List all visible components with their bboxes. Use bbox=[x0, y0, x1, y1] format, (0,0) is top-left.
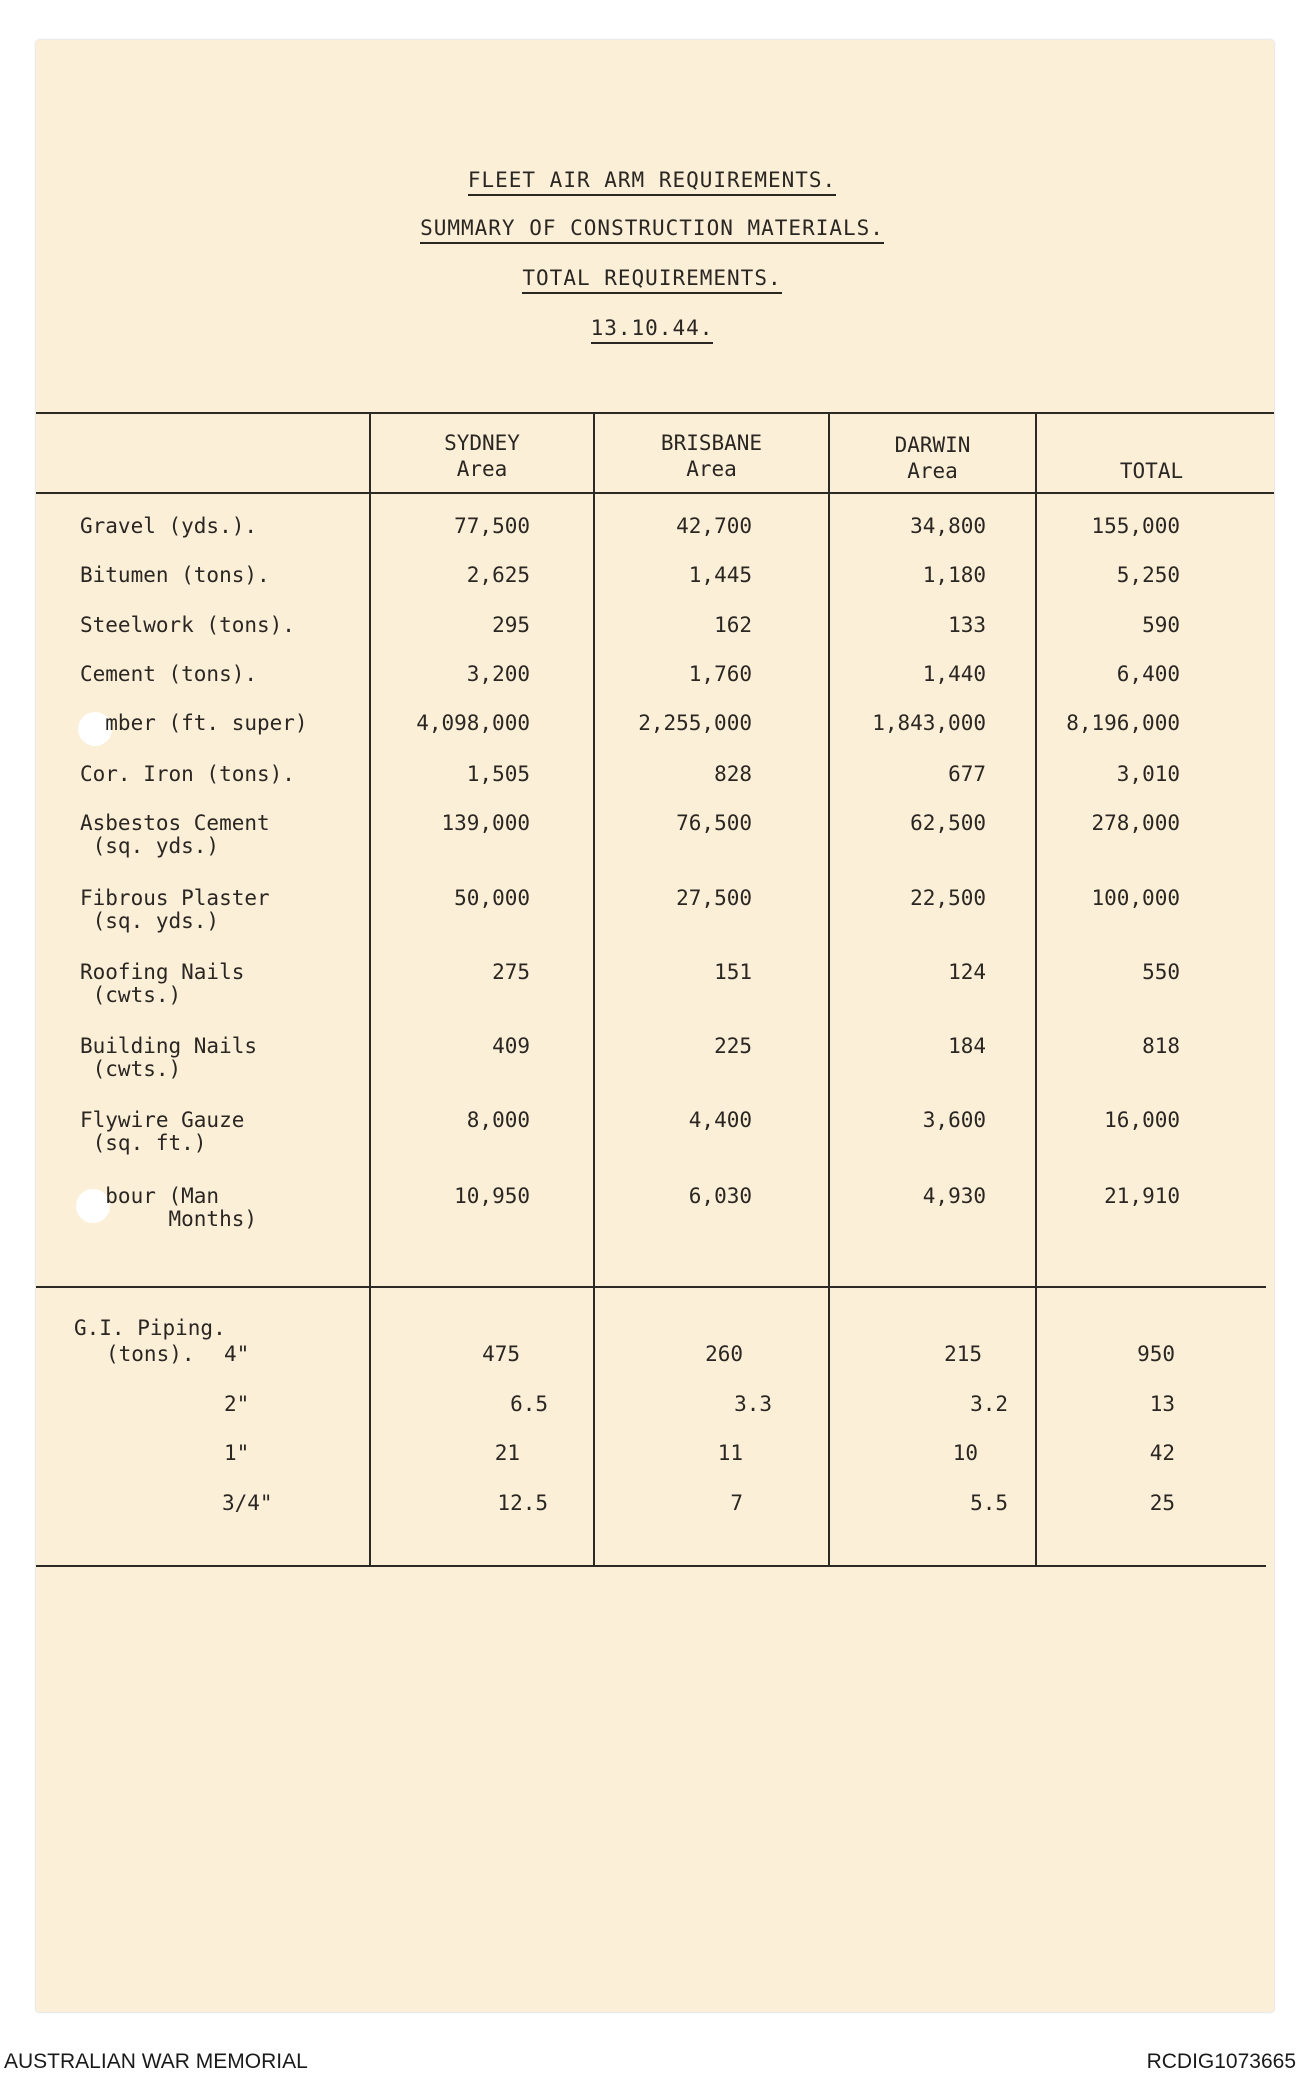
cell-total: 590 bbox=[1142, 613, 1180, 637]
title: FLEET AIR ARM REQUIREMENTS. bbox=[0, 168, 1304, 196]
cell-brisbane: 3.3 bbox=[734, 1392, 772, 1416]
cell-total: 278,000 bbox=[1091, 811, 1180, 835]
cell-total: 100,000 bbox=[1091, 886, 1180, 910]
cell-brisbane: 4,400 bbox=[688, 1108, 752, 1132]
cell-darwin: 10 bbox=[952, 1441, 978, 1465]
column-header-brisbane bbox=[595, 430, 828, 482]
column-header-sydney bbox=[371, 430, 593, 482]
cell-total: 25 bbox=[1149, 1491, 1175, 1515]
subtitle-2: TOTAL REQUIREMENTS. bbox=[0, 266, 1304, 294]
cell-total: 950 bbox=[1137, 1342, 1175, 1366]
cell-sydney: 10,950 bbox=[454, 1184, 530, 1208]
subtitle: SUMMARY OF CONSTRUCTION MATERIALS. bbox=[0, 216, 1304, 244]
piping-unit: (tons). bbox=[106, 1342, 195, 1366]
cell-total: 21,910 bbox=[1104, 1184, 1180, 1208]
document-date: 13.10.44. bbox=[0, 316, 1304, 344]
row-label: Cement (tons). bbox=[80, 662, 258, 686]
cell-sydney: 6.5 bbox=[510, 1392, 548, 1416]
cell-darwin: 3,600 bbox=[922, 1108, 986, 1132]
cell-total: 42 bbox=[1149, 1441, 1175, 1465]
cell-sydney: 1,505 bbox=[466, 762, 530, 786]
cell-sydney: 475 bbox=[482, 1342, 520, 1366]
cell-sydney: 77,500 bbox=[454, 514, 530, 538]
cell-darwin: 1,440 bbox=[922, 662, 986, 686]
row-label: Gravel (yds.). bbox=[80, 514, 258, 538]
cell-total: 8,196,000 bbox=[1066, 711, 1180, 735]
cell-darwin: 184 bbox=[948, 1034, 986, 1058]
cell-total: 6,400 bbox=[1116, 662, 1180, 686]
footer-identifier: RCDIG1073665 bbox=[1146, 2050, 1296, 2073]
cell-brisbane: 1,760 bbox=[688, 662, 752, 686]
row-label-continued: (sq. yds.) bbox=[80, 834, 220, 858]
cell-sydney: 50,000 bbox=[454, 886, 530, 910]
column-header-line1: TOTAL bbox=[1119, 459, 1184, 483]
column-header-line2: Area bbox=[686, 457, 737, 481]
cell-darwin: 34,800 bbox=[910, 514, 986, 538]
cell-total: 550 bbox=[1142, 960, 1180, 984]
column-header-line2: Area bbox=[907, 459, 958, 483]
cell-brisbane: 828 bbox=[714, 762, 752, 786]
table-bottom-rule bbox=[36, 1565, 1266, 1567]
cell-total: 13 bbox=[1149, 1392, 1175, 1416]
piping-title: G.I. Piping. bbox=[74, 1316, 226, 1340]
cell-total: 818 bbox=[1142, 1034, 1180, 1058]
column-header-line2: Area bbox=[456, 457, 508, 481]
row-label: Bitumen (tons). bbox=[80, 563, 270, 587]
row-label-continued: Months) bbox=[80, 1207, 258, 1231]
cell-darwin: 5.5 bbox=[970, 1491, 1008, 1515]
row-label: Flywire Gauze bbox=[80, 1108, 245, 1132]
cell-sydney: 4,098,000 bbox=[416, 711, 530, 735]
cell-darwin: 677 bbox=[948, 762, 986, 786]
cell-sydney: 2,625 bbox=[466, 563, 530, 587]
column-header-total bbox=[1037, 458, 1266, 484]
cell-brisbane: 76,500 bbox=[676, 811, 752, 835]
column-header-darwin bbox=[830, 432, 1035, 484]
cell-total: 3,010 bbox=[1116, 762, 1180, 786]
cell-sydney: 295 bbox=[492, 613, 530, 637]
row-label-continued: (sq. yds.) bbox=[80, 909, 220, 933]
cell-sydney: 409 bbox=[492, 1034, 530, 1058]
cell-darwin: 4,930 bbox=[922, 1184, 986, 1208]
cell-darwin: 3.2 bbox=[970, 1392, 1008, 1416]
row-label: Steelwork (tons). bbox=[80, 613, 295, 637]
row-label-continued: (sq. ft.) bbox=[80, 1131, 207, 1155]
cell-sydney: 21 bbox=[494, 1441, 520, 1465]
row-label: Fibrous Plaster bbox=[80, 886, 270, 910]
cell-darwin: 133 bbox=[948, 613, 986, 637]
cell-sydney: 3,200 bbox=[466, 662, 530, 686]
cell-brisbane: 7 bbox=[730, 1491, 743, 1515]
cell-brisbane: 162 bbox=[714, 613, 752, 637]
cell-sydney: 139,000 bbox=[441, 811, 530, 835]
cell-brisbane: 11 bbox=[717, 1441, 743, 1465]
table-top-rule bbox=[36, 412, 1274, 414]
cell-darwin: 22,500 bbox=[910, 886, 986, 910]
cell-darwin: 1,180 bbox=[922, 563, 986, 587]
cell-brisbane: 6,030 bbox=[688, 1184, 752, 1208]
footer-institution: AUSTRALIAN WAR MEMORIAL bbox=[4, 2050, 308, 2073]
cell-darwin: 62,500 bbox=[910, 811, 986, 835]
cell-brisbane: 151 bbox=[714, 960, 752, 984]
cell-brisbane: 225 bbox=[714, 1034, 752, 1058]
header-rule bbox=[36, 492, 1274, 494]
column-header-line1: SYDNEY bbox=[444, 431, 520, 455]
cell-brisbane: 2,255,000 bbox=[638, 711, 752, 735]
cell-total: 16,000 bbox=[1104, 1108, 1180, 1132]
cell-brisbane: 42,700 bbox=[676, 514, 752, 538]
row-label-continued: (cwts.) bbox=[80, 983, 182, 1007]
row-label-continued: (cwts.) bbox=[80, 1057, 182, 1081]
cell-sydney: 8,000 bbox=[466, 1108, 530, 1132]
cell-darwin: 215 bbox=[944, 1342, 982, 1366]
column-header-line1: BRISBANE bbox=[660, 431, 763, 455]
row-label: Roofing Nails bbox=[80, 960, 245, 984]
cell-darwin: 124 bbox=[948, 960, 986, 984]
section-rule bbox=[36, 1286, 1266, 1288]
cell-brisbane: 260 bbox=[705, 1342, 743, 1366]
row-label: Cor. Iron (tons). bbox=[80, 762, 295, 786]
pipe-size: 1" bbox=[224, 1441, 250, 1465]
row-label: mber (ft. super) bbox=[80, 711, 308, 735]
cell-total: 5,250 bbox=[1116, 563, 1180, 587]
cell-total: 155,000 bbox=[1091, 514, 1180, 538]
column-header-line1: DARWIN bbox=[894, 433, 971, 457]
cell-brisbane: 1,445 bbox=[688, 563, 752, 587]
row-label: Building Nails bbox=[80, 1034, 258, 1058]
cell-brisbane: 27,500 bbox=[676, 886, 752, 910]
cell-darwin: 1,843,000 bbox=[872, 711, 986, 735]
cell-sydney: 275 bbox=[492, 960, 530, 984]
pipe-size: 4" bbox=[224, 1342, 250, 1366]
row-label: bour (Man bbox=[80, 1184, 220, 1208]
cell-sydney: 12.5 bbox=[497, 1491, 548, 1515]
pipe-size: 2" bbox=[224, 1392, 250, 1416]
pipe-size: 3/4" bbox=[222, 1491, 273, 1515]
row-label: Asbestos Cement bbox=[80, 811, 270, 835]
